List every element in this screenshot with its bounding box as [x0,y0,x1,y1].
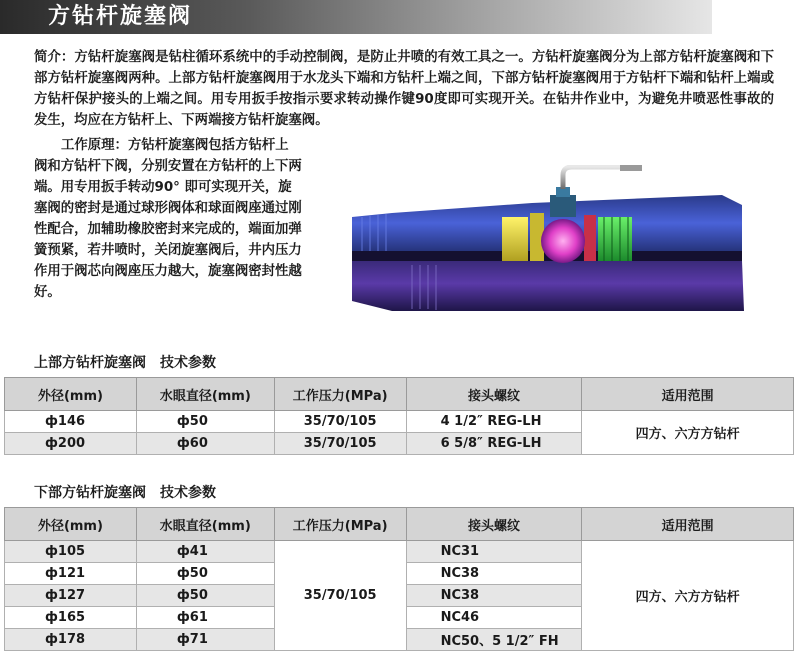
cell-pressure: 35/70/105 [274,411,406,433]
cell-bore: ф50 [136,563,274,585]
upper-spec-table [4,377,794,455]
cell-od: ф127 [5,585,137,607]
cell-od: ф178 [5,629,137,651]
cell-pressure: 35/70/105 [274,433,406,455]
col-working-pressure: 工作压力(MPa) [274,378,406,411]
cell-bore: ф60 [136,433,274,455]
lower-section-title: 下部方钻杆旋塞阀 技术参数 [34,485,216,501]
cell-scope: 四方、六方方钻杆 [582,411,794,455]
col-connection-thread: 接头螺纹 [406,508,582,541]
lower-header-row [5,508,794,541]
cell-thread: NC31 [406,541,582,563]
cell-bore: ф50 [136,585,274,607]
col-application-scope: 适用范围 [582,508,794,541]
cell-thread: NC50、5 1/2″ FH [406,629,582,651]
intro-paragraph [34,47,774,131]
cell-pressure: 35/70/105 [274,541,406,651]
title-bar [0,0,712,34]
cell-thread: 4 1/2″ REG-LH [406,411,582,433]
cell-od: ф200 [5,433,137,455]
page-title: 方钻杆旋塞阀 [48,4,193,29]
cell-od: ф165 [5,607,137,629]
cell-od: ф146 [5,411,137,433]
upper-header-row [5,378,794,411]
table-row [5,411,794,433]
principle-paragraph [34,135,302,303]
intro-text: 方钻杆旋塞阀是钻柱循环系统中的手动控制阀，是防止井喷的有效工具之一。方钻杆旋塞阀分为上部方钻杆旋塞阀和下部方钻杆旋塞阀两种。上部方钻杆旋塞阀用于水龙头下端和方钻杆上端之间，下部方钻杆旋塞阀用于方钻杆下端和钻杆上端或方钻杆保护接头的上端之间。用专用扳手按指示要求转动操作键90度即可实现开关。在钻井作业中，为避免井喷恶性事故的发生，均应在方钻杆上、下两端接方钻杆旋塞阀。 [34,50,775,128]
cell-thread: 6 5/8″ REG-LH [406,433,582,455]
valve-cutaway-illustration [352,165,744,325]
col-connection-thread: 接头螺纹 [406,378,582,411]
principle-lead: 工作原理： [61,138,128,153]
cell-thread: NC38 [406,563,582,585]
cell-od: ф121 [5,563,137,585]
col-bore-diameter: 水眼直径(mm) [136,508,274,541]
cell-scope: 四方、六方方钻杆 [582,541,794,651]
lower-spec-table [4,507,794,651]
cell-od: ф105 [5,541,137,563]
col-outer-diameter: 外径(mm) [5,378,137,411]
cell-bore: ф50 [136,411,274,433]
intro-lead: 简介： [34,50,75,65]
cell-thread: NC38 [406,585,582,607]
cell-bore: ф61 [136,607,274,629]
cell-bore: ф41 [136,541,274,563]
principle-text: 方钻杆旋塞阀包括方钻杆上阀和方钻杆下阀，分别安置在方钻杆的上下两端。用专用扳手转动90° 即可实现开关，旋塞阀的密封是通过球形阀体和球面阀座通过刚性配合，加辅助橡胶密封来完成的，端面加弹簧预紧，若井喷时，关闭旋塞阀后，井内压力作用于阀芯向阀座压力越大，旋塞阀密封性越好。 [34,138,302,300]
upper-section-title: 上部方钻杆旋塞阀 技术参数 [34,355,216,371]
col-application-scope: 适用范围 [582,378,794,411]
cell-bore: ф71 [136,629,274,651]
col-bore-diameter: 水眼直径(mm) [136,378,274,411]
col-working-pressure: 工作压力(MPa) [274,508,406,541]
col-outer-diameter: 外径(mm) [5,508,137,541]
table-row [5,541,794,563]
cell-thread: NC46 [406,607,582,629]
